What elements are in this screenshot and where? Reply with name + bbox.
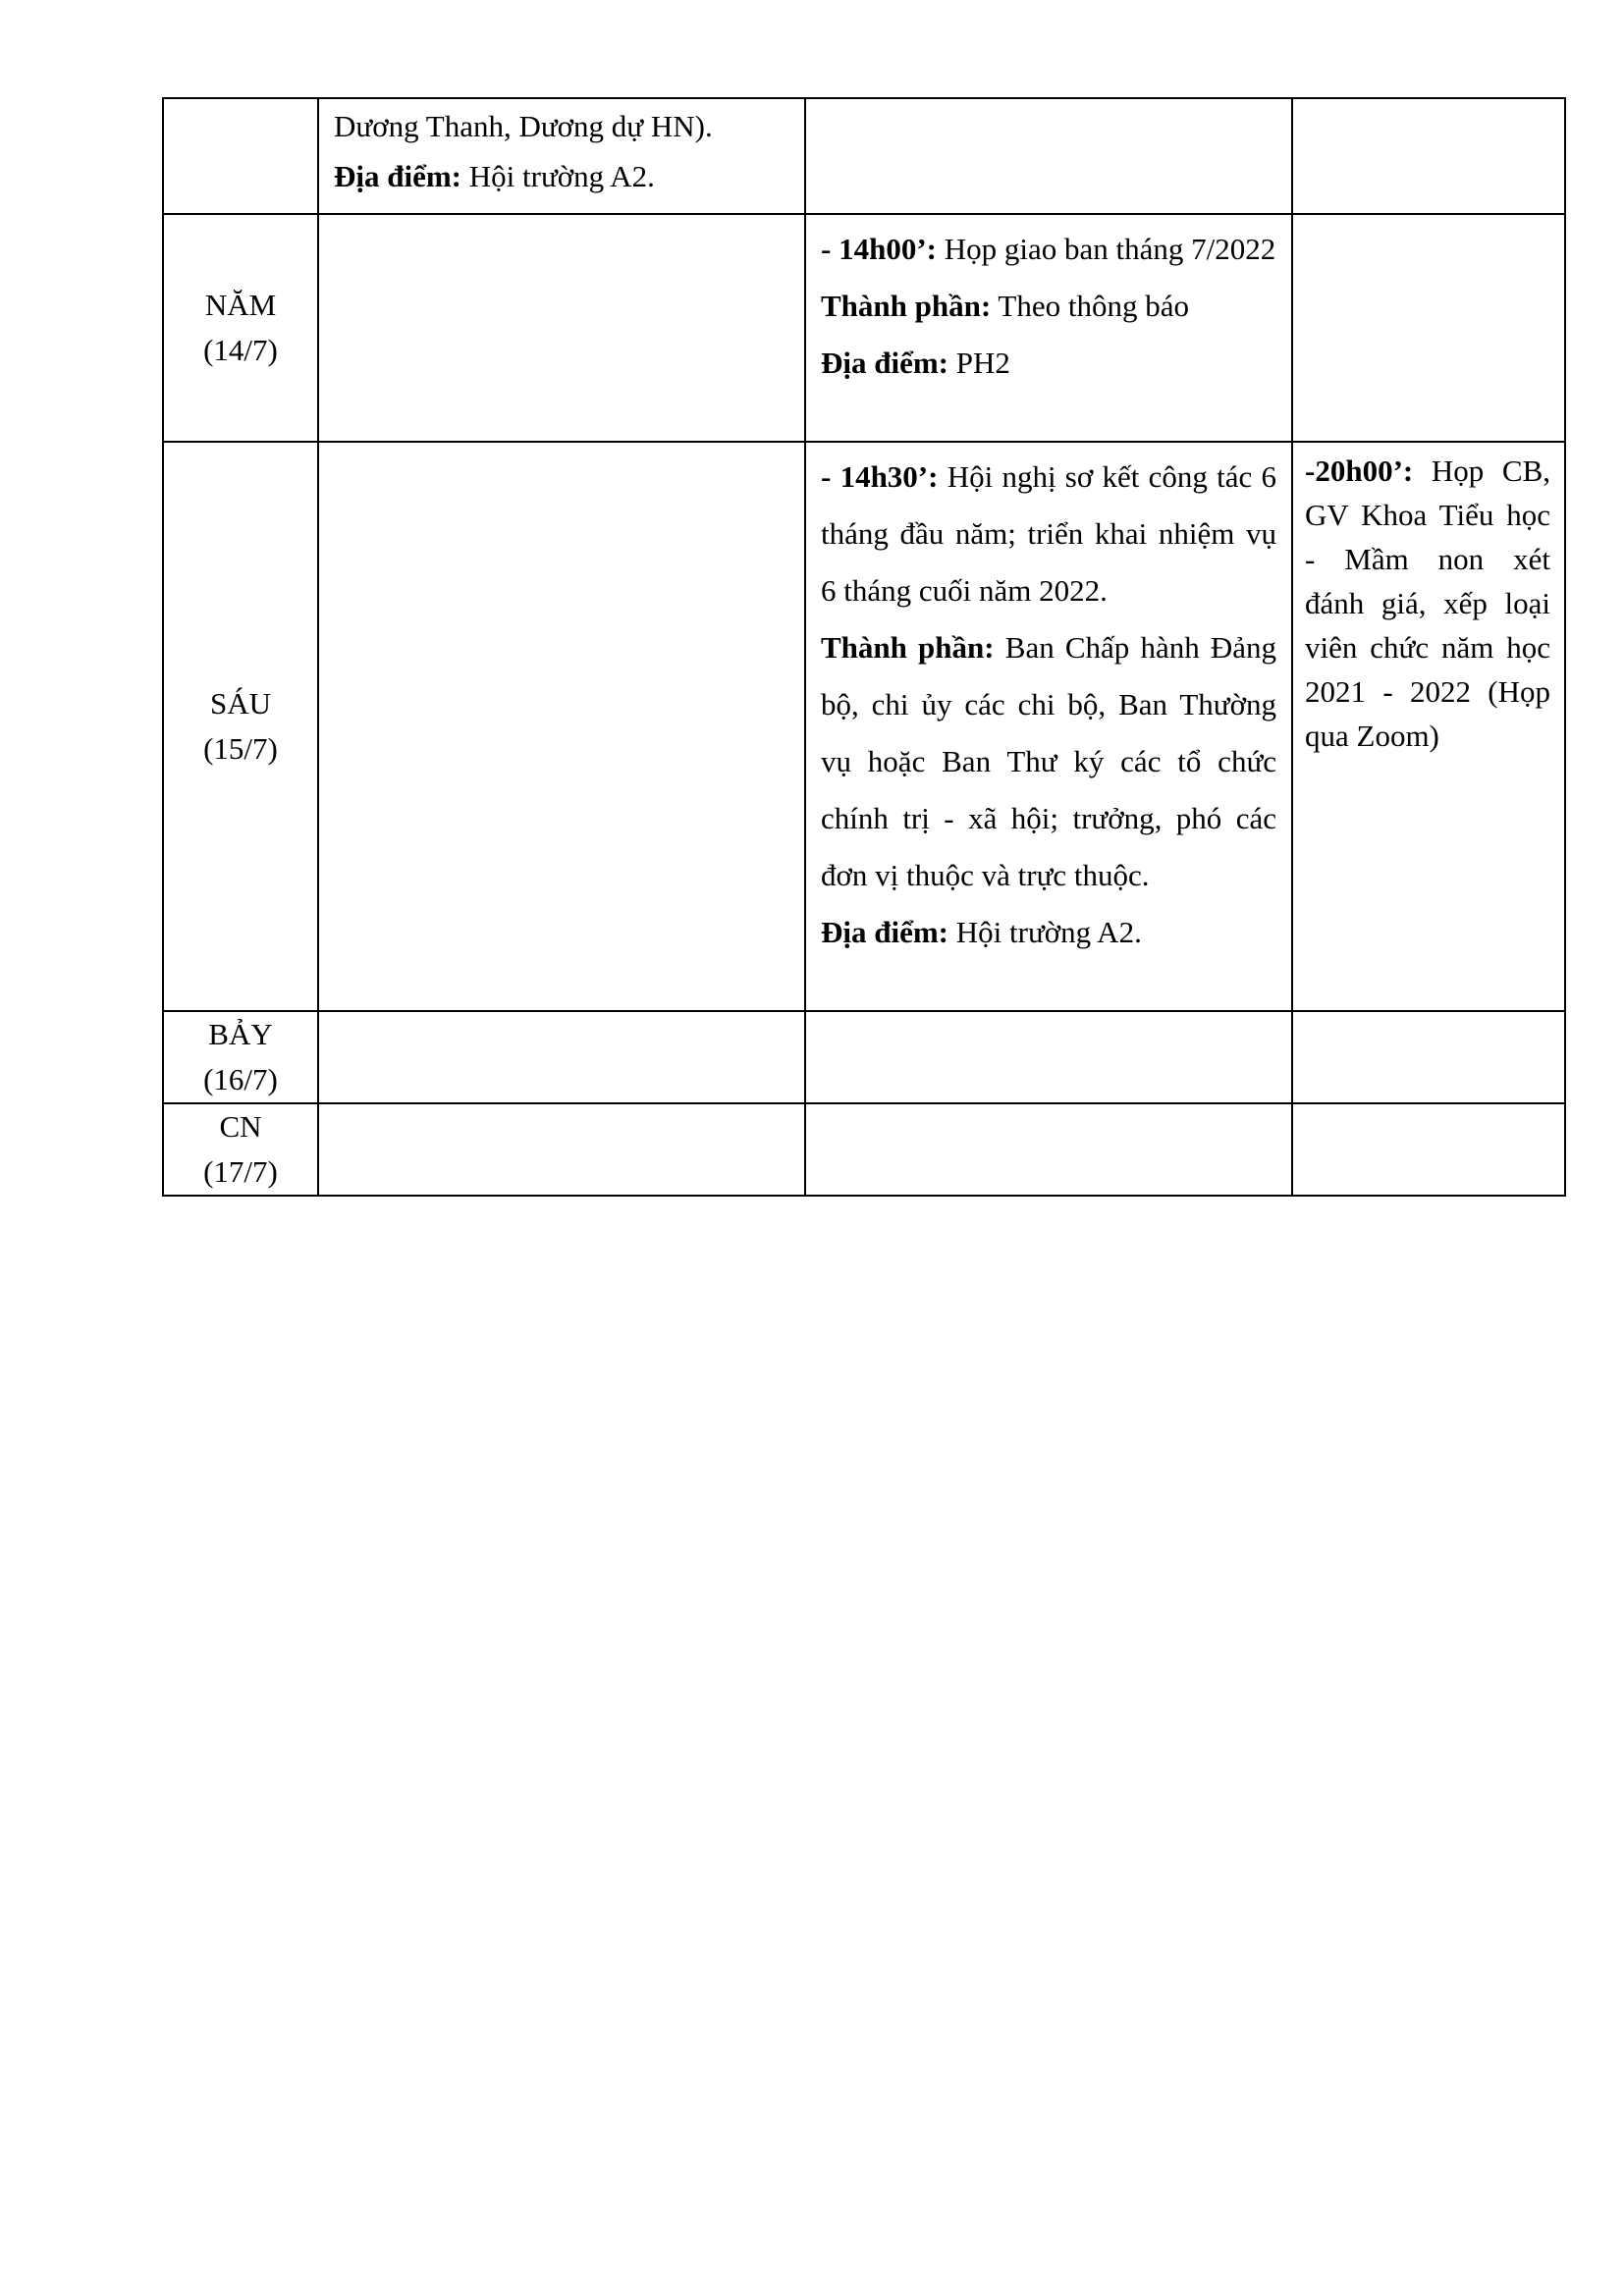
afternoon-cell (805, 1103, 1292, 1196)
morning-cell (318, 214, 805, 442)
afternoon-cell (805, 442, 1292, 1011)
event-text: Họp CB, GV Khoa Tiểu học - Mầm non xét đánh giá, xếp loại viên chức năm học 2021 - 2022 (Họp qua Zoom) (1305, 454, 1550, 753)
day-cell (163, 442, 318, 1011)
day-cell (163, 98, 318, 214)
day-date: (14/7) (203, 333, 278, 367)
table-row (163, 442, 1565, 1011)
location-line (334, 148, 789, 205)
schedule-table (162, 97, 1566, 1197)
event-time: - 14h00’: (821, 232, 937, 266)
morning-cell (318, 1011, 805, 1103)
event-description (821, 449, 1276, 619)
evening-cell (1292, 98, 1565, 214)
evening-cell (1292, 1011, 1565, 1103)
event-text: Hội nghị sơ kết công tác 6 tháng đầu năm; triển khai nhiệm vụ 6 tháng cuối năm 2022. (821, 459, 1276, 608)
morning-cell (318, 442, 805, 1011)
day-date: (17/7) (203, 1154, 278, 1189)
table-row (163, 98, 1565, 214)
morning-line: Dương Thanh, Dương dự HN). (334, 109, 713, 143)
table-row (163, 1103, 1565, 1196)
participants-value: Ban Chấp hành Đảng bộ, chi ủy các chi bộ, Ban Thường vụ hoặc Ban Thư ký các tổ chức chính trị - xã hội; trưởng, phó các đơn vị thuộc và trực thuộc. (821, 630, 1276, 892)
participants-label: Thành phần: (821, 289, 992, 323)
day-name: CN (219, 1109, 262, 1144)
afternoon-cell (805, 1011, 1292, 1103)
day-cell (163, 1103, 318, 1196)
location-label: Địa điểm: (821, 346, 949, 380)
event-description (1305, 449, 1550, 758)
evening-cell (1292, 442, 1565, 1011)
event-description (821, 221, 1276, 278)
participants-label: Thành phần: (821, 630, 995, 665)
location-line (821, 904, 1276, 961)
morning-cell (318, 1103, 805, 1196)
day-date: (15/7) (203, 731, 278, 766)
day-name: BẢY (208, 1017, 273, 1051)
day-cell (163, 1011, 318, 1103)
participants-value: Theo thông báo (991, 289, 1189, 323)
location-label: Địa điểm: (821, 915, 949, 949)
evening-cell (1292, 1103, 1565, 1196)
evening-cell (1292, 214, 1565, 442)
participants-line (821, 619, 1276, 904)
event-time: -20h00’: (1305, 454, 1414, 488)
location-line (821, 335, 1276, 392)
day-cell (163, 214, 318, 442)
location-value: Hội trường A2. (948, 915, 1142, 949)
afternoon-cell (805, 214, 1292, 442)
location-value: PH2 (948, 346, 1010, 380)
day-name: SÁU (209, 686, 271, 721)
morning-cell (318, 98, 805, 214)
event-text: Họp giao ban tháng 7/2022 (936, 232, 1276, 266)
day-date: (16/7) (203, 1062, 278, 1096)
location-label: Địa điểm: (334, 159, 462, 193)
event-time: - 14h30’: (821, 459, 939, 494)
table-row (163, 214, 1565, 442)
day-name: NĂM (204, 288, 277, 322)
table-row (163, 1011, 1565, 1103)
participants-line (821, 278, 1276, 335)
location-value: Hội trường A2. (461, 159, 655, 193)
afternoon-cell (805, 98, 1292, 214)
